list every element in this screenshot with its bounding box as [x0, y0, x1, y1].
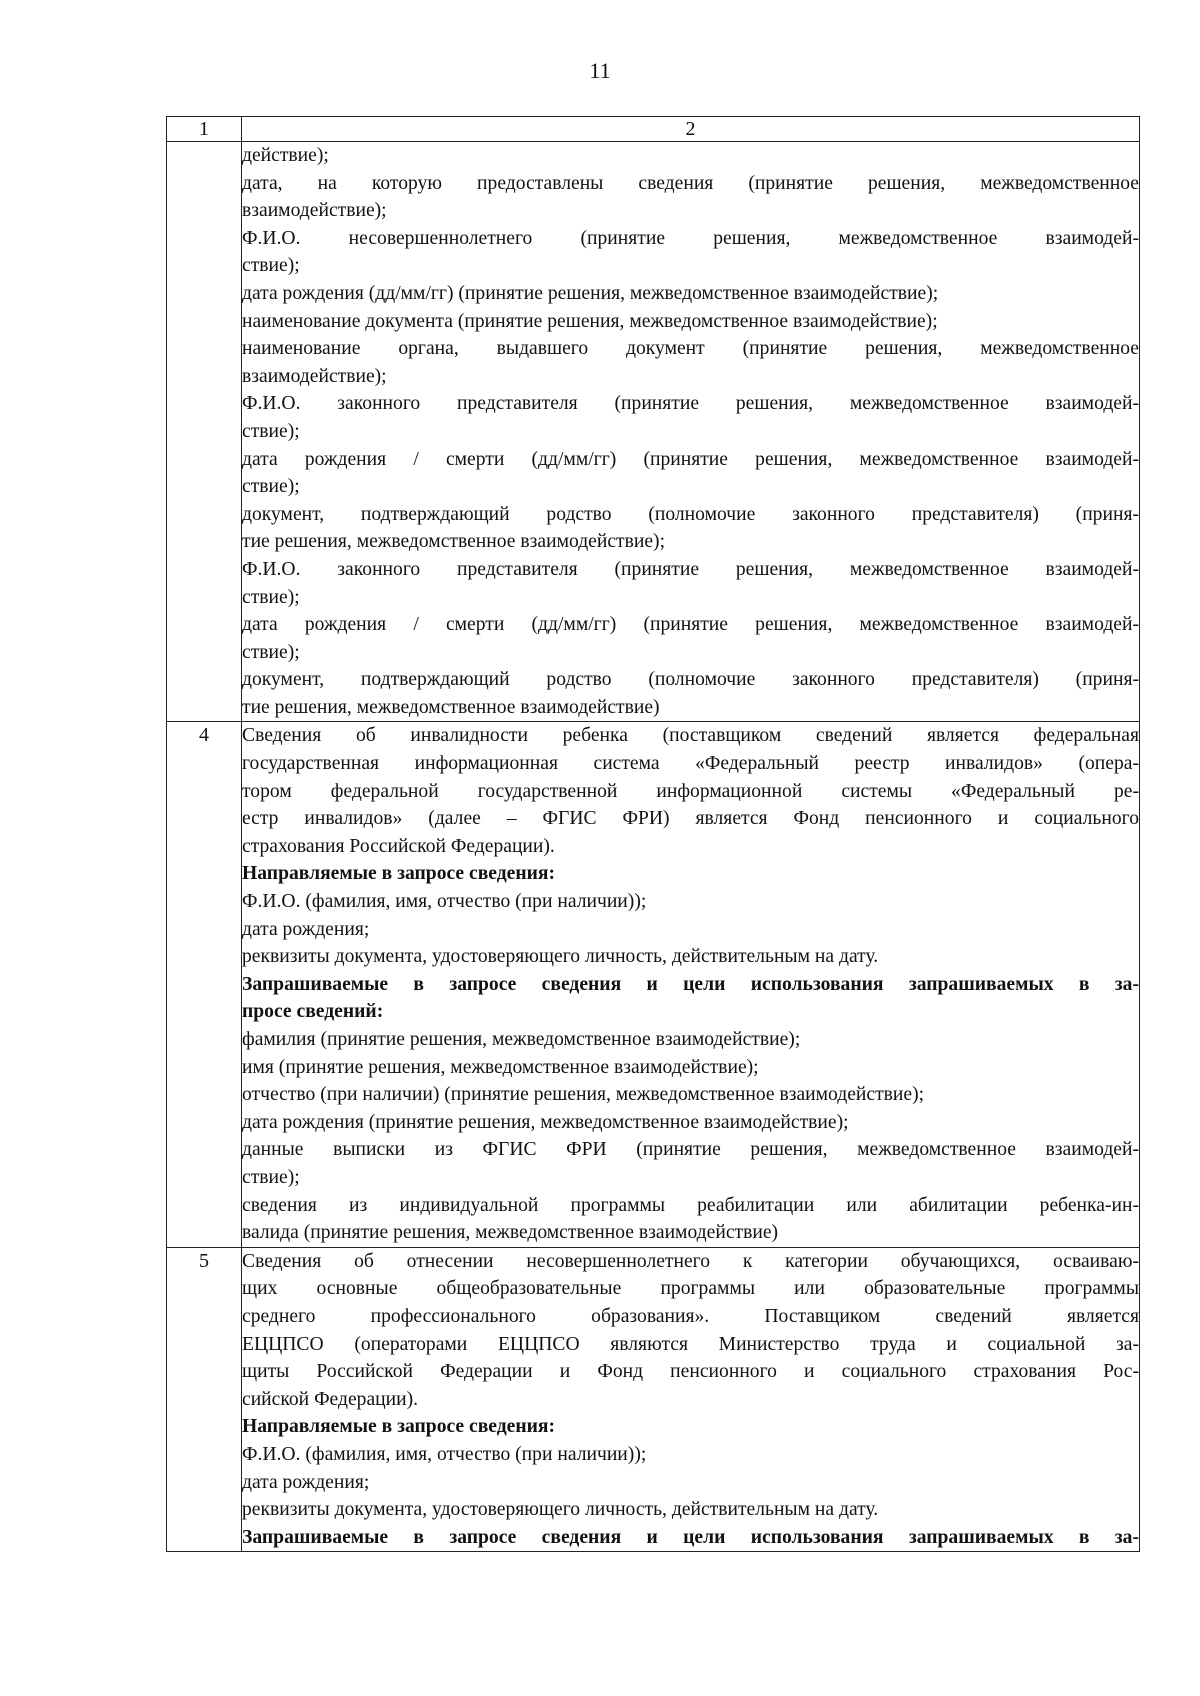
- text-line: ствие);: [242, 586, 300, 608]
- text-line: дата рождения;: [242, 918, 370, 940]
- text-line: просе сведений:: [242, 1001, 384, 1023]
- text-line: сийской Федерации).: [242, 1388, 419, 1410]
- text-line: Ф.И.О. несовершеннолетнего (принятие решения, межведомственное взаимодей-: [242, 227, 1139, 249]
- row-lines: [242, 1248, 1139, 1552]
- text-line: Запрашиваемые в запросе сведения и цели использования запрашиваемых в за-: [242, 973, 1139, 995]
- row-content: [242, 1247, 1140, 1552]
- page-number: 11: [589, 58, 611, 83]
- text-line: реквизиты документа, удостоверяющего личность, действительным на дату.: [242, 946, 879, 968]
- text-line: тие решения, межведомственное взаимодействие);: [242, 531, 666, 553]
- text-line: Ф.И.О. (фамилия, имя, отчество (при наличии));: [242, 891, 647, 913]
- text-line: ствие);: [242, 641, 300, 663]
- text-line: государственная информационная система «Федеральный реестр инвалидов» (опера-: [242, 753, 1139, 775]
- row-lines: [242, 722, 1139, 1246]
- text-line: валида (принятие решения, межведомственное взаимодействие): [242, 1222, 779, 1244]
- text-line: дата, на которую предоставлены сведения (принятие решения, межведомственное: [242, 172, 1139, 194]
- row-number: 4: [167, 722, 242, 1247]
- text-line: Ф.И.О. законного представителя (принятие решения, межведомственное взаимодей-: [242, 393, 1139, 415]
- text-line: тором федеральной государственной информационной системы «Федеральный ре-: [242, 780, 1139, 802]
- text-line: взаимодействие);: [242, 365, 387, 387]
- row-content: [242, 142, 1140, 722]
- text-line: документ, подтверждающий родство (полномочие законного представителя) (приня-: [242, 669, 1139, 691]
- table-row: [167, 142, 1140, 722]
- column-1-header: 1: [167, 117, 242, 142]
- row-number: 5: [167, 1247, 242, 1552]
- text-line: отчество (при наличии) (принятие решения, межведомственное взаимодействие);: [242, 1084, 925, 1106]
- text-line: ствие);: [242, 255, 300, 277]
- text-line: взаимодействие);: [242, 200, 387, 222]
- table-row: [167, 1247, 1140, 1552]
- text-line: ствие);: [242, 420, 300, 442]
- text-line: Запрашиваемые в запросе сведения и цели использования запрашиваемых в за-: [242, 1526, 1139, 1548]
- text-line: фамилия (принятие решения, межведомственное взаимодействие);: [242, 1029, 801, 1050]
- text-line: дата рождения;: [242, 1471, 370, 1493]
- text-line: Сведения об инвалидности ребенка (поставщиком сведений является федеральная: [242, 725, 1139, 747]
- text-line: щиты Российской Федерации и Фонд пенсионного и социального страхования Рос-: [242, 1361, 1139, 1383]
- text-line: документ, подтверждающий родство (полномочие законного представителя) (приня-: [242, 503, 1139, 525]
- table-header-row: [167, 117, 1140, 142]
- text-line: Ф.И.О. (фамилия, имя, отчество (при наличии));: [242, 1443, 647, 1465]
- text-line: Направляемые в запросе сведения:: [242, 1416, 556, 1438]
- text-line: сведения из индивидуальной программы реабилитации или абилитации ребенка-ин-: [242, 1194, 1139, 1216]
- column-2-header: 2: [242, 117, 1140, 142]
- text-line: щих основные общеобразовательные программы или образовательные программы: [242, 1278, 1139, 1300]
- text-line: дата рождения (дд/мм/гг) (принятие решения, межведомственное взаимодействие);: [242, 282, 939, 304]
- text-line: действие);: [242, 145, 329, 166]
- text-line: дата рождения / смерти (дд/мм/гг) (принятие решения, межведомственное взаимодей-: [242, 448, 1139, 470]
- text-line: реквизиты документа, удостоверяющего личность, действительным на дату.: [242, 1499, 879, 1521]
- text-line: ЕЦЦПСО (операторами ЕЦЦПСО являются Министерство труда и социальной за-: [242, 1333, 1139, 1355]
- text-line: ствие);: [242, 476, 300, 498]
- text-line: Направляемые в запросе сведения:: [242, 863, 556, 885]
- text-line: наименование документа (принятие решения, межведомственное взаимодействие);: [242, 310, 938, 332]
- text-line: тие решения, межведомственное взаимодействие): [242, 696, 660, 718]
- text-line: имя (принятие решения, межведомственное взаимодействие);: [242, 1056, 759, 1078]
- table-row: [167, 722, 1140, 1247]
- text-line: среднего профессионального образования». Поставщиком сведений является: [242, 1305, 1139, 1327]
- text-line: данные выписки из ФГИС ФРИ (принятие решения, межведомственное взаимодей-: [242, 1139, 1139, 1161]
- row-content: [242, 722, 1140, 1247]
- text-line: Сведения об отнесении несовершеннолетнего к категории обучающихся, осваиваю-: [242, 1250, 1139, 1272]
- row-lines: [242, 142, 1139, 721]
- row-number: [167, 142, 242, 722]
- text-line: наименование органа, выдавшего документ (принятие решения, межведомственное: [242, 338, 1139, 360]
- text-line: страхования Российской Федерации).: [242, 835, 555, 857]
- text-line: дата рождения / смерти (дд/мм/гг) (принятие решения, межведомственное взаимодей-: [242, 614, 1139, 636]
- text-line: естр инвалидов» (далее – ФГИС ФРИ) является Фонд пенсионного и социального: [242, 808, 1139, 830]
- text-line: дата рождения (принятие решения, межведомственное взаимодействие);: [242, 1111, 849, 1133]
- text-line: Ф.И.О. законного представителя (принятие решения, межведомственное взаимодей-: [242, 558, 1139, 580]
- text-line: ствие);: [242, 1166, 300, 1188]
- document-table: [166, 116, 1140, 1552]
